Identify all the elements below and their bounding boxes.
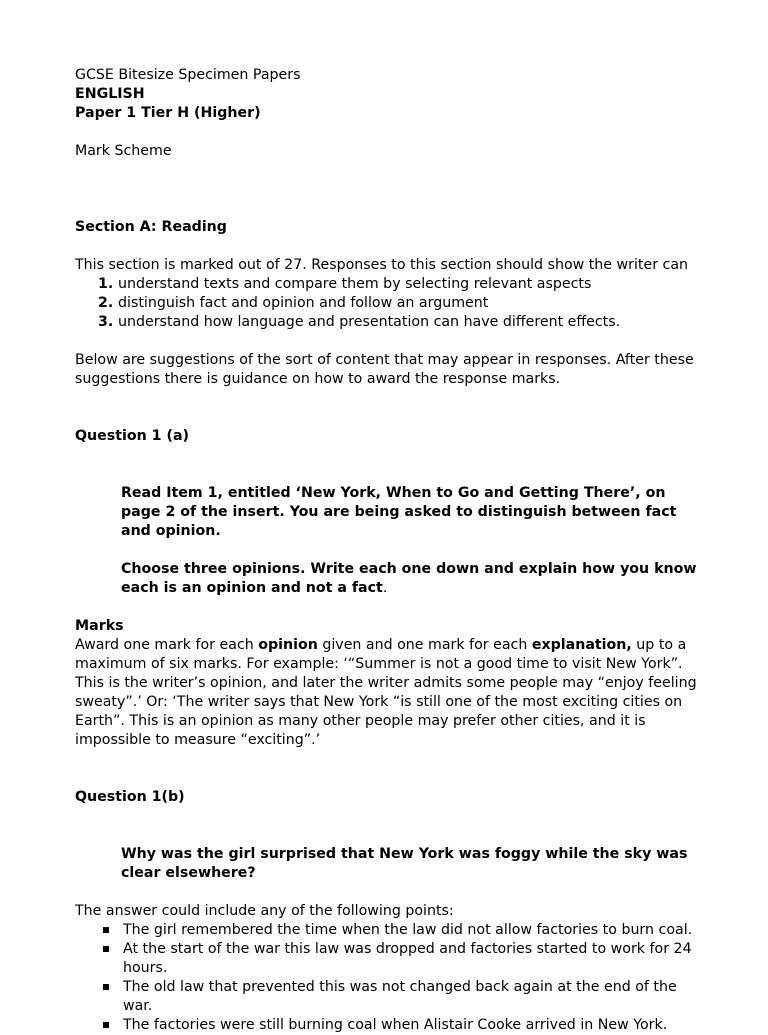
- subject-title: ENGLISH: [75, 86, 145, 102]
- question-1a-instruction: Read Item 1, entitled ‘New York, When to Go and Getting There’, on page 2 of the insert. You are being asked to distinguish between fact and opinion.: [121, 485, 677, 539]
- skills-list: [75, 275, 705, 332]
- question-1b-heading: Question 1(b): [75, 789, 185, 805]
- list-item: At the start of the war this law was dropped and factories started to work for 24 hours.: [75, 940, 705, 978]
- marks-guidance: Award one mark for each opinion given and one mark for each explanation, up to a maximum of six marks. For example: ‘“Summer is not a good time to visit New York”. This is the writer’s opinion, and later the writer admits some people may “enjoy feeling sweaty”.’ Or: ‘The writer says that New York “is still one of the most exciting cities on Earth”. This is an opinion as many other people may prefer other cities, and it is impossible to measure “exciting”.’: [75, 637, 697, 748]
- question-1a-task: Choose three opinions. Write each one down and explain how you know each is an opinion and not a fact.: [121, 561, 697, 596]
- question-1b-intro: The answer could include any of the following points:: [75, 903, 454, 919]
- marks-heading: Marks: [75, 618, 124, 634]
- section-a-heading: Section A: Reading: [75, 219, 227, 235]
- question-1a-heading: Question 1 (a): [75, 428, 190, 444]
- question-1b-question: Why was the girl surprised that New York was foggy while the sky was clear elsewhere?: [121, 846, 688, 881]
- list-item: The girl remembered the time when the law did not allow factories to burn coal.: [75, 921, 705, 940]
- paper-series: GCSE Bitesize Specimen Papers: [75, 67, 301, 83]
- section-a-note: Below are suggestions of the sort of content that may appear in responses. After these suggestions there is guidance on how to award the response marks.: [75, 352, 694, 387]
- section-a-intro: This section is marked out of 27. Responses to this section should show the writer can: [75, 257, 689, 273]
- document-subtitle: Mark Scheme: [75, 143, 172, 159]
- list-item: 1. understand texts and compare them by selecting relevant aspects: [98, 276, 592, 292]
- list-item: 2. distinguish fact and opinion and follow an argument: [98, 295, 489, 311]
- list-item: 3. understand how language and presentation can have different effects.: [98, 314, 621, 330]
- list-item: The factories were still burning coal when Alistair Cooke arrived in New York.: [75, 1016, 705, 1035]
- paper-tier: Paper 1 Tier H (Higher): [75, 105, 261, 121]
- answer-points-list: [75, 921, 705, 1035]
- list-item: The old law that prevented this was not changed back again at the end of the war.: [75, 978, 705, 1016]
- document-page: [75, 66, 705, 1035]
